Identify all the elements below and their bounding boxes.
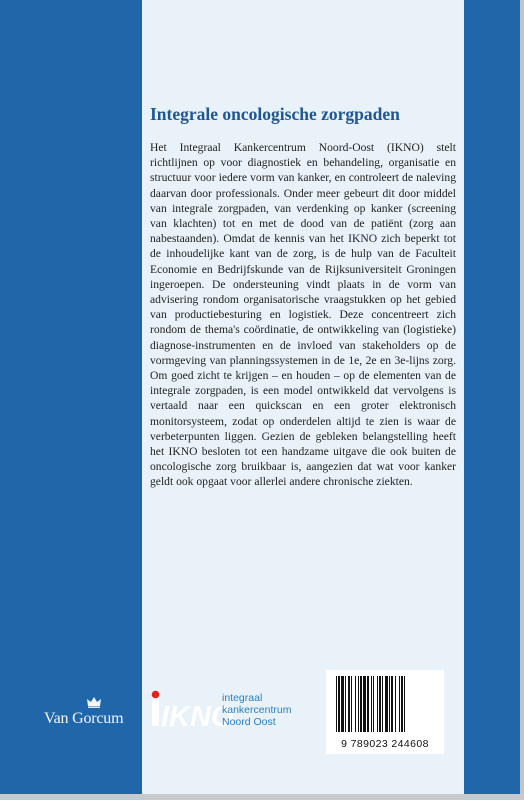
cover-shadow xyxy=(0,794,524,800)
publisher-logo xyxy=(44,696,148,740)
barcode-bar xyxy=(399,676,400,732)
barcode-bar xyxy=(363,676,366,732)
isbn-digits: 9 789023 244608 xyxy=(341,738,429,750)
barcode-bar xyxy=(345,676,346,732)
barcode-bar xyxy=(338,676,340,732)
barcode-bar xyxy=(391,676,393,732)
barcode-bar xyxy=(360,676,362,732)
logo-line-1: integraal xyxy=(222,692,263,704)
book-title: Integrale oncologische zorgpaden xyxy=(150,104,400,124)
barcode-bar xyxy=(373,676,374,732)
barcode-bar xyxy=(367,676,369,732)
barcode-bar xyxy=(389,676,390,732)
barcode-bar xyxy=(358,676,359,732)
barcode-bar xyxy=(395,676,396,732)
barcode xyxy=(336,676,434,732)
barcode-bar xyxy=(401,676,403,732)
logo-line-2: kankercentrum xyxy=(222,704,292,716)
crown-icon xyxy=(86,696,102,708)
logo-line-3: Noord Oost xyxy=(222,716,276,728)
barcode-bar xyxy=(336,676,337,732)
barcode-bar xyxy=(377,676,378,732)
barcode-bar xyxy=(348,676,350,732)
ikno-logo-mark xyxy=(150,690,234,734)
publisher-name: Van Gorcum xyxy=(44,710,124,727)
barcode-bar xyxy=(379,676,381,732)
isbn-barcode xyxy=(326,670,444,754)
barcode-bar xyxy=(355,676,356,732)
barcode-bar xyxy=(404,676,405,732)
ikno-logo-letters: IKNO xyxy=(161,701,234,733)
cover-edge xyxy=(520,0,524,800)
barcode-bar xyxy=(341,676,344,732)
barcode-bar xyxy=(385,676,388,732)
barcode-bar xyxy=(351,676,352,732)
barcode-bar xyxy=(382,676,383,732)
blurb-text: Het Integraal Kankercentrum Noord-Oost (IKNO) stelt richtlijnen op voor diagnostiek en behandeling, organisatie en structuur voor iedere vorm van kanker, en controleert de naleving daarvan door professionals. Onder meer gebeurt dit door middel van integrale zorgpaden, van verdenking op kanker (screening van klachten) tot en met de dood van de patiënt (zorg aan nabestaanden). Omdat de kennis van het IKNO zich beperkt tot de inhoudelijke kant van de zorg, is de hulp van de Faculteit Economie en Bedrijfskunde van de Rijksuniversiteit Groningen ingeroepen. De ondersteuning vindt plaats in de vorm van advisering rondom organisatorische vraagstukken op het gebied van productiebesturing en logistiek. Deze concentreert zich rondom de thema's coördinatie, de ontwikkeling van (logistieke) diagnose-instrumenten en de invloed van stakeholders op de vormgeving van planningssystemen in de 1e, 2e en 3e-lijns zorg. Om goed zicht te krijgen – en houden – op de elementen van de integrale zorgpaden, is een model ontwikkeld dat vervolgens is vertaald naar een quickscan en een groter elektronisch monitorsysteem, zodat op onderdelen altijd te zien is waar de verbeterpunten liggen. Gezien de gebleken belangstelling heeft het IKNO besloten tot een handzame uitgave die ook buiten de oncologische zorg bruikbaar is, aangezien dat wat voor kanker geldt ook opgaat voor allerlei andere chronische ziekten. xyxy=(150,141,456,489)
ikno-logo xyxy=(150,688,310,736)
barcode-bar xyxy=(371,676,372,732)
ikno-logo-text xyxy=(222,692,312,728)
